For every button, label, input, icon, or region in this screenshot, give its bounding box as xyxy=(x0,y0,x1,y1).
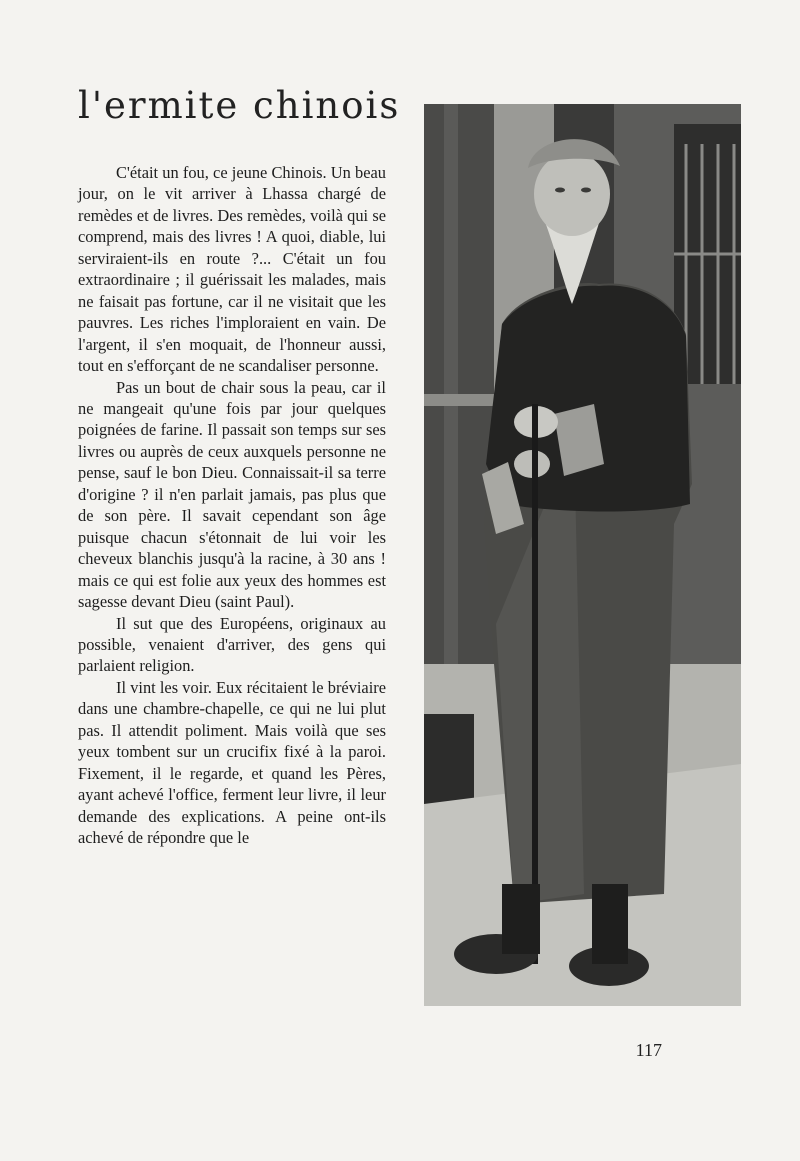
paragraph-4: Il vint les voir. Eux récitaient le bréviaire dans une chambre-chapelle, ce qui ne lui plut pas. Il attendit poliment. Mais voilà que ses yeux tombent sur un crucifix fixé à la paroi. Fixement, il le regarde, et quand les Pères, ayant achevé l'office, ferment leur livre, il leur demande des explications. A peine ont-ils achevé de répondre que le xyxy=(78,677,386,848)
page-number: 117 xyxy=(635,1040,662,1060)
paragraph-2: Pas un bout de chair sous la peau, car il ne mangeait qu'une fois par jour quelques poignées de farine. Il passait son temps sur ses livres ou auprès de ceux auxquels personne ne pense, sauf le bon Dieu. Connaissait-il sa terre d'origine ? il n'en parlait jamais, pas plus que de son père. Il savait cependant son âge puisque chacun s'étonnait de lui voir les cheveux blanchis jusqu'à la racine, à 30 ans ! mais ce qui est folie aux yeux des hommes est sagesse devant Dieu (saint Paul). xyxy=(78,377,386,612)
body-text xyxy=(78,162,386,849)
hermit-photograph-image xyxy=(424,104,741,1006)
paragraph-3: Il sut que des Européens, originaux au possible, venaient d'arriver, des gens qui parlaient religion. xyxy=(78,613,386,676)
hermit-photograph xyxy=(424,104,741,1006)
chapter-title: l'ermite chinois xyxy=(78,84,401,127)
paragraph-1: C'était un fou, ce jeune Chinois. Un beau jour, on le vit arriver à Lhassa chargé de remèdes et de livres. Des remèdes, voilà qui se comprend, mais des livres ! A quoi, diable, lui serviraient-ils en route ?... C'était un fou extraordinaire ; il guérissait les malades, mais ne faisait pas fortune, car il ne visitait que les pauvres. Les riches l'imploraient en vain. De l'argent, il s'en moquait, de l'honneur aussi, tout en s'efforçant de ne scandaliser personne. xyxy=(78,163,386,376)
